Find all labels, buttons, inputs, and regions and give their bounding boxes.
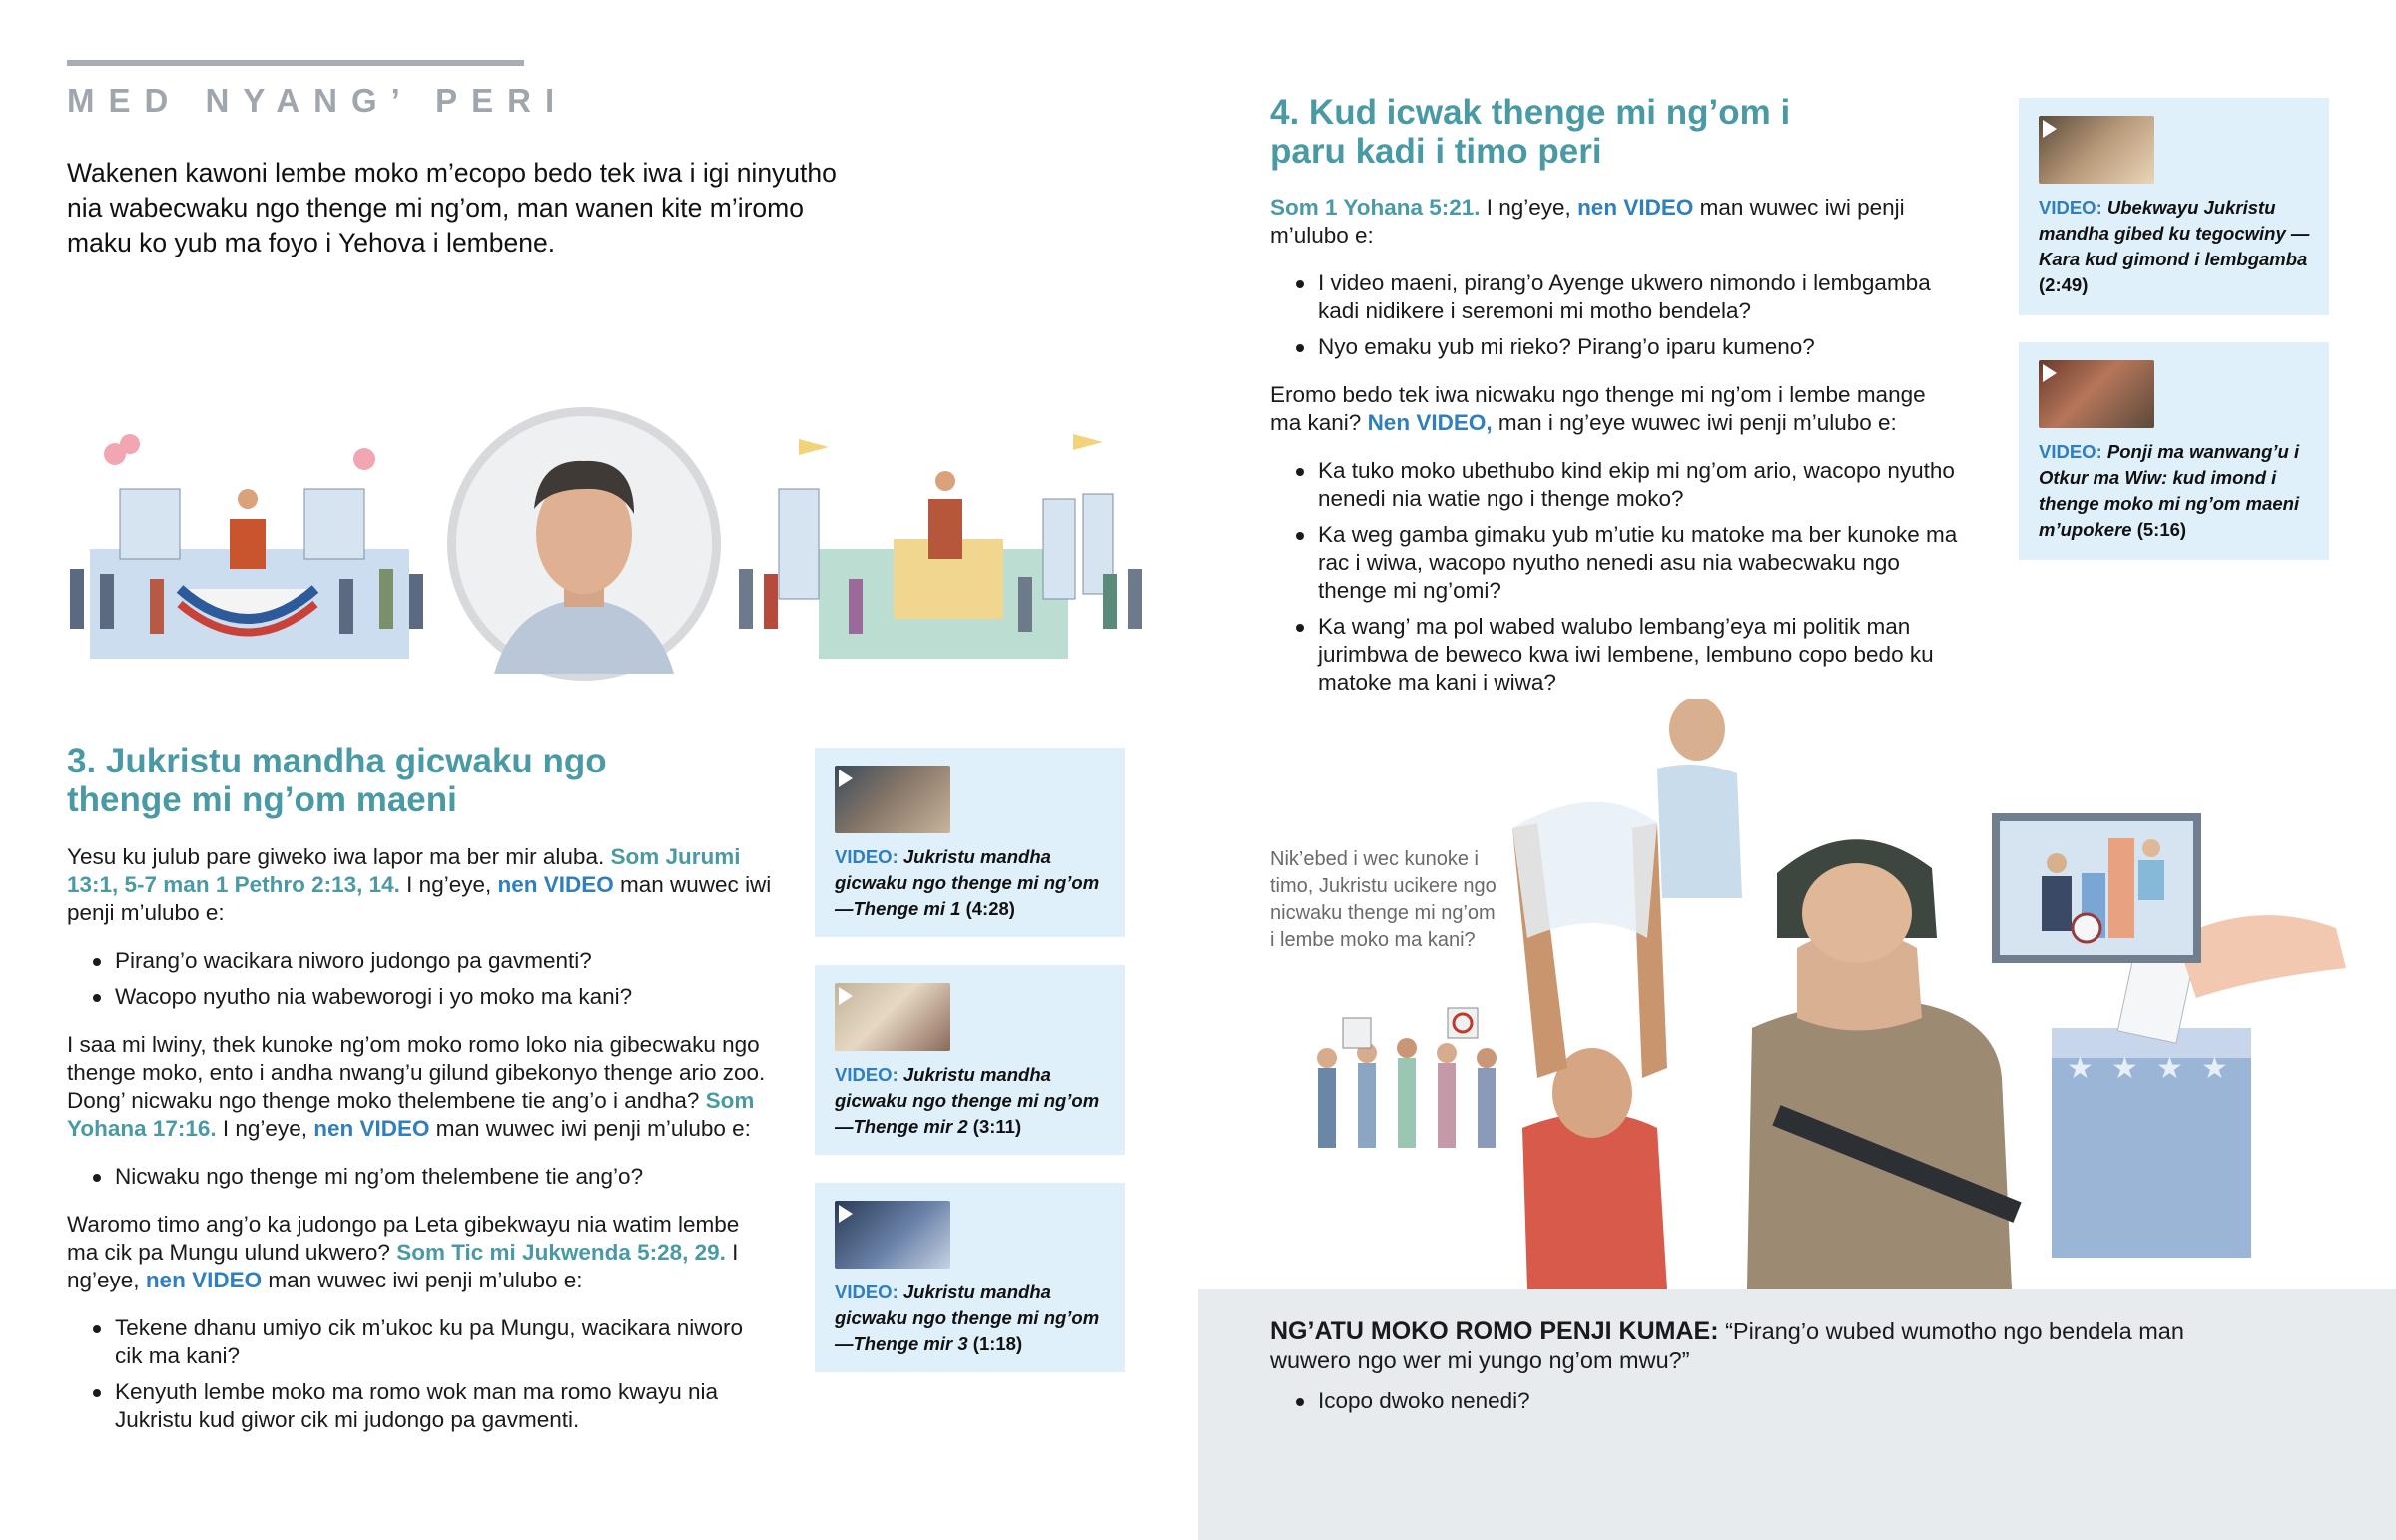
intro-paragraph: Wakenen kawoni lembe moko m’ecopo bedo tek iwa i igi ninyutho nia wabecwaku ngo thenge mi ng’om, man wanen kite m’iromo maku ko yub ma foyo i Yehova i lembene. [67,158,837,257]
question-item: Ka tuko moko ubethubo kind ekip mi ng’om ario, wacopo nyutho nenedi nia watie ngo i thenge moko? [1270,457,1959,513]
video-thumbnail[interactable] [835,983,950,1051]
question-item: Nyo emaku yub mi rieko? Pirang’o iparu kumeno? [1270,333,1959,361]
question-item: Pirang’o wacikara niworo judongo pa gavmenti? [67,947,776,975]
watch-video-link[interactable]: nen VIDEO [497,872,614,897]
video-duration: (2:49) [2039,274,2089,295]
paragraph-text: I ng’eye, [399,872,498,897]
play-icon [839,770,853,787]
video-card[interactable] [815,1183,1125,1372]
watch-video-link[interactable]: nen VIDEO [1577,195,1694,220]
paragraph-text: Eromo bedo tek iwa nicwaku ngo thenge mi ng’om i lembe mange ma kani? [1270,382,1926,435]
discussion-label: NG’ATU MOKO ROMO PENJI KUMAE: [1270,1317,1719,1345]
paragraph-text: I saa mi lwiny, thek kunoke ng’om moko romo loko nia gibecwaku ngo thenge moko, ento i andha nwang’u gilund gibekonyo thenge ario zoo. Dong’ nicwaku ngo thenge moko thelembene tie ang’o i andha? [67,1032,766,1113]
video-card[interactable] [815,748,1125,937]
video-title[interactable]: Ubekwayu Jukristu mandha gibed ku tegocwiny —Kara kud gimond i lembgamba [2039,197,2310,269]
section-3-heading-line-2: thenge mi ng’om maeni [67,780,457,819]
section-4-heading [1270,93,1969,171]
question-item: Nicwaku ngo thenge mi ng’om thelembene tie ang’o? [67,1163,776,1191]
question-item: Ka weg gamba gimaku yub m’utie ku matoke ma ber kunoke ma rac i wiwa, wacopo nyutho nenedi asu nia wabecwaku ngo thenge mi ng’omi? [1270,521,1959,605]
discussion-quote: “Pirang’o wubed wumotho ngo bendela man wuwero ngo wer mi yungo ng’om mwu?” [1270,1318,2184,1373]
svg-text:★: ★ [2156,1052,2183,1085]
svg-text:★: ★ [2201,1052,2228,1085]
video-duration: (5:16) [2136,519,2187,540]
paragraph-text: I ng’eye, [67,1240,739,1292]
section-4-heading-line-2: paru kadi i timo peri [1270,132,1602,171]
video-label: VIDEO: [2039,197,2102,218]
neutrality-illustration [1298,699,2346,1289]
question-item: Icopo dwoko nenedi? [1270,1387,2228,1415]
video-label: VIDEO: [835,1064,898,1085]
question-list [1270,1387,2228,1415]
section-3-paragraph-1 [67,843,776,927]
scripture-reference[interactable]: Som Tic mi Jukwenda 5:28, 29. [396,1240,726,1265]
question-item: I video maeni, pirang’o Ayenge ukwero nimondo i lembgamba kadi nidikere i seremoni mi motho bendela? [1270,269,1959,325]
question-list [67,1314,776,1434]
play-icon [2043,120,2057,138]
paragraph-text: Yesu ku julub pare giweko iwa lapor ma ber mir aluba. [67,844,611,869]
watch-video-link[interactable]: nen VIDEO [313,1116,430,1141]
paragraph-text: man wuwec iwi penji m’ulubo e: [67,872,772,925]
section-4-paragraph-2 [1270,381,1959,437]
video-caption [835,1280,1109,1357]
paragraph-text: man wuwec iwi penji m’ulubo e: [429,1116,751,1141]
paragraph-text: man i ng’eye wuwec iwi penji m’ulubo e: [1492,410,1897,435]
video-title[interactable]: Ponji ma wanwang’u i Otkur ma Wiw: kud imond i thenge moko mi ng’om maeni m’upokere [2039,441,2300,540]
paragraph-text: I ng’eye, [1480,195,1578,220]
video-duration: (3:11) [972,1116,1022,1137]
question-item: Kenyuth lembe moko ma romo wok man ma romo kwayu nia Jukristu kud giwor cik mi judongo pa gavmenti. [67,1378,776,1434]
scripture-reference[interactable]: Som Yohana 17:16. [67,1088,755,1141]
paragraph-text: I ng’eye, [216,1116,314,1141]
video-thumbnail[interactable] [835,1201,950,1269]
question-list [1270,457,1959,697]
video-title[interactable]: Jukristu mandha gicwaku ngo thenge mi ng’om —Thenge mir 3 [835,1282,1100,1354]
section-4-heading-line-1: 4. Kud icwak thenge mi ng’om i [1270,93,1791,132]
section-3-paragraph-2 [67,1031,776,1143]
video-label: VIDEO: [2039,441,2102,462]
video-duration: (1:18) [972,1333,1023,1354]
question-item: Tekene dhanu umiyo cik m’ukoc ku pa Mungu, wacikara niworo cik ma kani? [67,1314,776,1370]
video-title[interactable]: Jukristu mandha gicwaku ngo thenge mi ng’om —Thenge mi 1 [835,846,1100,919]
paragraph-text: Waromo timo ang’o ka judongo pa Leta gibekwayu nia watim lembe ma cik pa Mungu ulund ukwero? [67,1212,740,1265]
section-3-heading [67,742,766,819]
paragraph-text: man wuwec iwi penji m’ulubo e: [1270,195,1905,248]
svg-text:★: ★ [2111,1052,2138,1085]
section-4-body [1270,194,1959,705]
video-caption [835,1062,1109,1140]
top-rule [67,60,524,66]
section-3-heading-line-1: 3. Jukristu mandha gicwaku ngo [67,742,607,780]
play-icon [839,1205,853,1223]
video-title[interactable]: Jukristu mandha gicwaku ngo thenge mi ng’om —Thenge mir 2 [835,1064,1100,1137]
section-kicker: MED NYANG’ PERI [67,82,569,119]
video-thumbnail[interactable] [835,766,950,833]
video-label: VIDEO: [835,846,898,867]
section-3-paragraph-3 [67,1211,776,1294]
video-card[interactable] [2019,342,2329,560]
campaign-illustration [60,399,1158,689]
scripture-reference[interactable]: Som 1 Yohana 5:21. [1270,195,1481,220]
video-caption [835,844,1109,922]
question-item: Ka wang’ ma pol wabed walubo lembang’eya mi politik man jurimbwa de beweco kwa iwi lembene, lembuno copo bedo ku matoke ma kani i wiwa? [1270,613,1959,697]
video-thumbnail[interactable] [2039,116,2154,184]
video-thumbnail[interactable] [2039,360,2154,428]
discussion-prompt [1270,1317,2228,1375]
question-list [1270,269,1959,361]
scripture-reference[interactable]: Som Jurumi 13:1, 5-7 man 1 Pethro 2:13, 14. [67,844,741,897]
video-label: VIDEO: [835,1282,898,1302]
play-icon [839,987,853,1005]
discussion-content [1270,1317,2228,1423]
question-item: Wacopo nyutho nia wabeworogi i yo moko ma kani? [67,983,776,1011]
question-list [67,1163,776,1191]
question-list [67,947,776,1011]
video-card[interactable] [2019,98,2329,315]
video-caption [2039,439,2313,543]
paragraph-text: man wuwec iwi penji m’ulubo e: [262,1268,583,1292]
video-duration: (4:28) [965,898,1015,919]
play-icon [2043,364,2057,382]
watch-video-link[interactable]: Nen VIDEO, [1367,410,1493,435]
illustration-caption: Nik’ebed i wec kunoke i timo, Jukristu ucikere ngo nicwaku thenge mi ng’om i lembe moko ma kani? [1270,848,1497,951]
watch-video-link[interactable]: nen VIDEO [145,1268,263,1292]
section-4-paragraph-1 [1270,194,1959,250]
svg-text:★: ★ [2067,1052,2094,1085]
video-caption [2039,195,2313,298]
section-3-body [67,843,776,1442]
video-card[interactable] [815,965,1125,1155]
